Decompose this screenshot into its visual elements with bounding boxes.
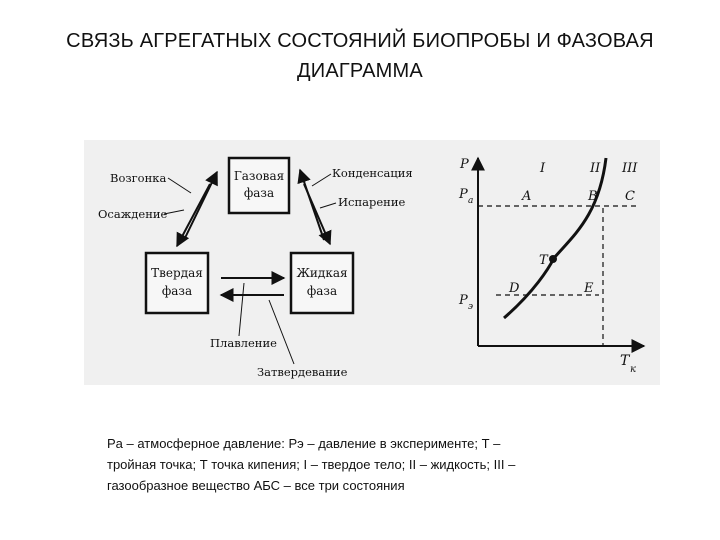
solidification-label: Затвердевание: [257, 365, 348, 379]
caption: [107, 433, 627, 496]
figure: [84, 140, 660, 385]
condensation-label: Конденсация: [332, 166, 413, 180]
sublimation-label: Возгонка: [110, 171, 167, 185]
gas-phase-label-1: Газовая: [233, 169, 285, 183]
y-axis-label: P: [460, 157, 469, 172]
point-t-label: T: [539, 253, 548, 268]
solid-phase-label-1: Твердая: [151, 266, 203, 280]
deposition-label: Осаждение: [98, 207, 168, 221]
solid-phase-label-2: фаза: [161, 284, 193, 298]
point-c-label: C: [625, 189, 635, 204]
page-title: [20, 26, 700, 86]
x-axis-subscript: к: [630, 364, 636, 375]
point-a-label: A: [522, 189, 532, 204]
caption-line-3: газообразное вещество АБС – все три состояния: [107, 478, 405, 493]
caption-line-1: Pа – атмосферное давление: Pэ – давление в эксперименте; Т –: [107, 436, 501, 451]
evaporation-pointer: [320, 203, 336, 208]
caption-line-2: тройная точка; Т точка кипения; I – твердое тело; II – жидкость; III –: [107, 457, 516, 472]
liquid-phase-box: [291, 253, 353, 313]
point-e-label: E: [584, 281, 594, 296]
pe-subscript: э: [468, 302, 474, 312]
point-d-label: D: [509, 281, 520, 296]
pe-label: P: [459, 293, 468, 308]
pa-subscript: а: [468, 196, 474, 206]
liquid-phase-label-2: фаза: [306, 284, 338, 298]
x-axis-label: T: [620, 353, 630, 369]
melting-pointer: [239, 283, 244, 336]
triple-point-marker: [549, 255, 557, 263]
liquid-phase-label-1: Жидкая: [296, 266, 348, 280]
evaporation-label: Испарение: [338, 195, 406, 209]
point-b-label: B: [588, 189, 598, 204]
pa-label: P: [459, 187, 468, 202]
figure-svg: [84, 140, 660, 385]
sublimation-pointer: [168, 178, 191, 193]
title-line-1: СВЯЗЬ АГРЕГАТНЫХ СОСТОЯНИЙ БИОПРОБЫ И ФАЗОВАЯ: [66, 30, 654, 52]
region-3-label: III: [622, 161, 638, 176]
melting-label: Плавление: [210, 336, 277, 350]
condensation-pointer: [312, 174, 331, 186]
sublimation-arrow: [184, 172, 217, 240]
gas-phase-label-2: фаза: [243, 186, 275, 200]
title-line-2: ДИАГРАММА: [297, 60, 423, 82]
region-1-label: I: [540, 161, 546, 176]
region-2-label: II: [590, 161, 601, 176]
solid-phase-box: [146, 253, 208, 313]
deposition-arrow: [177, 184, 210, 246]
